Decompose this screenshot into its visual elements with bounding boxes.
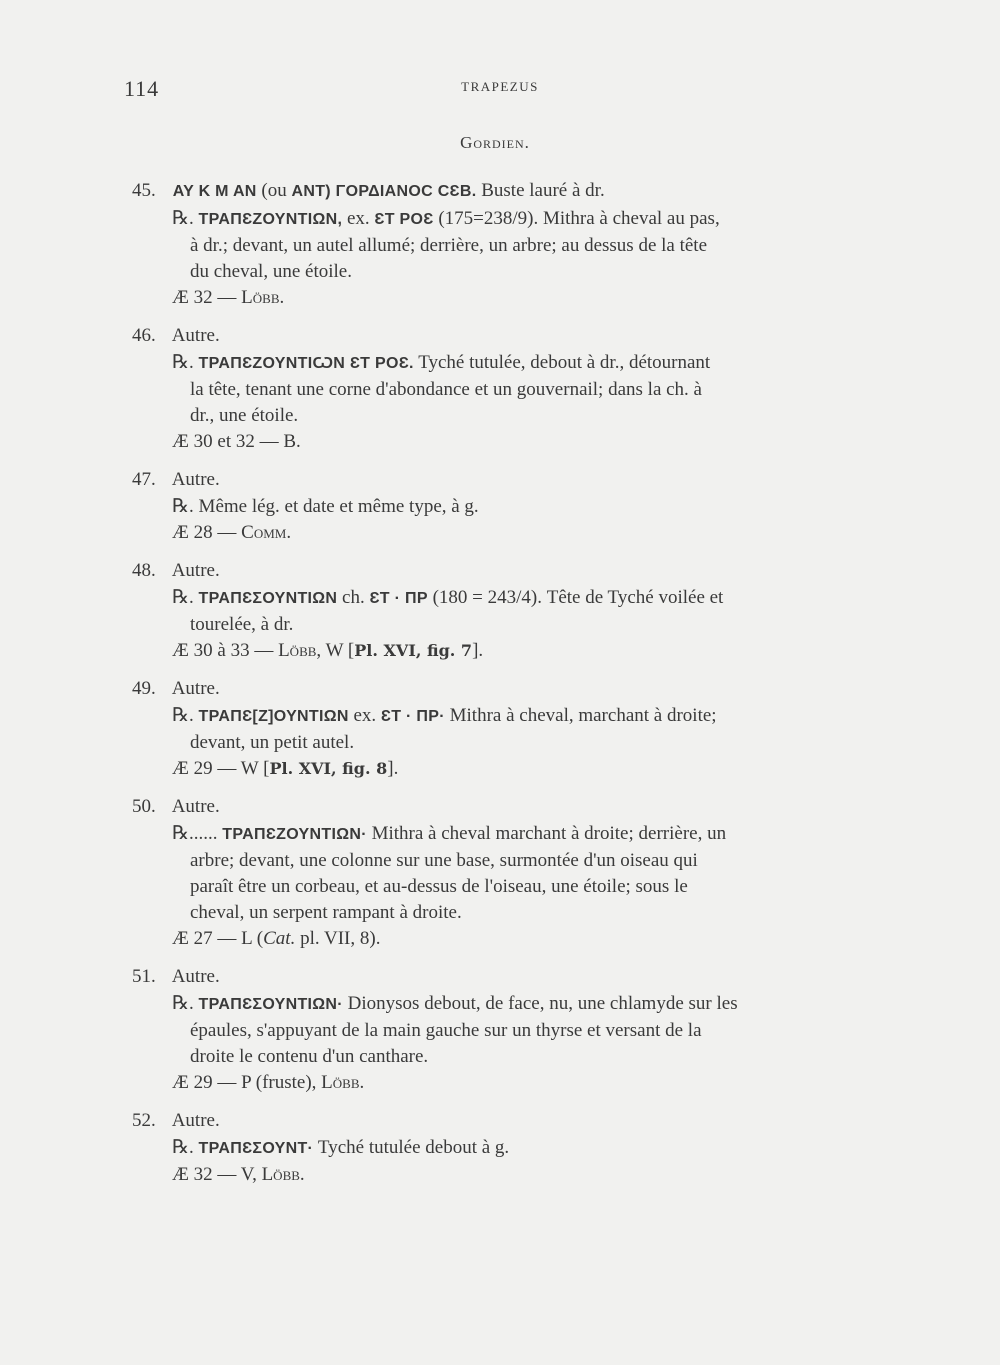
reverse-legend: ΤΡΑΠƐΣΟΥΝΤ· <box>198 1140 314 1157</box>
reverse-symbol: ℞ <box>172 495 190 517</box>
catalogue-entry-45: 45. AY K M AN (ou ANT) ΓΟΡΔΙΑΝΟϹ ϹƐΒ. Buste lauré à dr. ℞. ΤΡΑΠƐΖΟΥΝΤΙΩΝ, ex. ƐΤ ΡΟƐ (175=238/9). Mithra à cheval au pas, à dr.; devant, un autel allumé; derrière, un arbre; au dessus de la tête du cheval, une étoile. Æ 32 — Löbb. <box>132 178 892 311</box>
reverse-symbol: ℞ <box>172 207 190 229</box>
entry-number: 45. <box>132 180 156 201</box>
catalogue-entry-49: 49. Autre. ℞. ΤΡΑΠƐ[Ζ]ΟΥΝΤΙΩΝ ex. ƐΤ · ΠΡ· Mithra à cheval, marchant à droite; devant, un petit autel. Æ 29 — W [Pl. XVI, fig. 8]. <box>132 676 892 782</box>
reverse-description: paraît être un corbeau, et au-dessus de l'oiseau, une étoile; sous le <box>190 876 688 897</box>
entry-heading: Autre. <box>171 796 220 817</box>
reverse-symbol: ℞ <box>172 586 190 608</box>
catalogue-entries <box>132 178 892 1200</box>
reverse-description: Mithra à cheval, marchant à droite; <box>449 705 717 726</box>
reverse-symbol: ℞ <box>172 822 190 844</box>
entry-heading: Autre. <box>171 560 220 581</box>
obverse-legend: ΓΟΡΔΙΑΝΟϹ ϹƐΒ. <box>335 183 477 200</box>
entry-heading: Autre. <box>171 325 220 346</box>
reverse-description: tourelée, à dr. <box>190 614 294 635</box>
reverse-symbol: ℞ <box>172 1136 190 1158</box>
reverse-date: ƐΤ · ΠΡ <box>369 590 428 607</box>
reverse-legend: ΤΡΑΠƐ[Ζ]ΟΥΝΤΙΩΝ <box>198 708 349 725</box>
reverse-description: Mithra à cheval marchant à droite; derrière, un <box>371 823 727 844</box>
obverse-legend: AY K M AN <box>172 183 257 200</box>
obverse-note: (ou <box>261 180 287 201</box>
catalogue-entry-51: 51. Autre. ℞. ΤΡΑΠƐΣΟΥΝΤΙΩΝ· Dionysos debout, de face, nu, une chlamyde sur les épaules, s'appuyant de la main gauche sur un thyrse et versant de la droite le contenu d'un canthare. Æ 29 — P (fruste), Löbb. <box>132 964 892 1096</box>
entry-number: 48. <box>132 560 156 581</box>
plate-reference: Pl. XVI, fig. 8 <box>269 759 388 778</box>
reference: Æ 29 — W [Pl. XVI, fig. 8]. <box>172 758 399 779</box>
reference: Æ 28 — Comm. <box>172 522 292 543</box>
catalogue-entry-50 <box>132 794 892 952</box>
reverse-description: dr., une étoile. <box>190 405 299 426</box>
reverse-description: Dionysos debout, de face, nu, une chlamyde sur les <box>347 993 738 1014</box>
exergue-label: ex. <box>353 705 377 726</box>
catalogue-entry-52: 52. Autre. ℞. ΤΡΑΠƐΣΟΥΝΤ· Tyché tutulée debout à g. Æ 32 — V, Löbb. <box>132 1108 892 1188</box>
plate-reference: Pl. XVI, fig. 7 <box>354 641 473 660</box>
reference: Æ 32 — Löbb. <box>172 287 285 308</box>
field-label: ch. <box>342 587 365 608</box>
reverse-legend: ΤΡΑΠƐΖΟΥΝΤΙΩΝ, <box>198 211 343 228</box>
catalogue-entry-46: 46. Autre. ℞. ΤΡΑΠƐΖΟΥΝΤΙѠΝ ƐΤ ΡΟƐ. Tyché tutulée, debout à dr., détournant la tête, tenant une corne d'abondance et un gouvernail; dans la ch. à dr., une étoile. Æ 30 et 32 — B. <box>132 323 892 455</box>
reverse-symbol: ℞ <box>172 351 190 373</box>
reference: Æ 30 et 32 — B. <box>172 431 301 452</box>
reverse-description: (180 = 243/4). Tête de Tyché voilée et <box>432 587 724 608</box>
entry-number: 47. <box>132 469 156 490</box>
reference: Æ 27 — L (Cat. pl. VII, 8). <box>172 928 381 949</box>
reverse-description: à dr.; devant, un autel allumé; derrière, un arbre; au dessus de la tête <box>190 235 708 256</box>
reverse-description: droite le contenu d'un canthare. <box>190 1046 429 1067</box>
reverse-description: devant, un petit autel. <box>190 732 355 753</box>
reverse-description: Même lég. et date et même type, à g. <box>198 496 479 517</box>
entry-number: 51. <box>132 966 156 987</box>
reverse-description: Tyché tutulée debout à g. <box>317 1137 510 1158</box>
reverse-legend: ΤΡΑΠƐΣΟΥΝΤΙΩΝ· <box>198 996 343 1013</box>
entry-heading: Autre. <box>171 469 220 490</box>
entry-heading: Autre. <box>171 678 220 699</box>
reverse-description: cheval, un serpent rampant à droite. <box>190 902 462 923</box>
reverse-legend: ΤΡΑΠƐΖΟΥΝΤΙѠΝ ƐΤ ΡΟƐ. <box>198 355 414 372</box>
reverse-legend: ΤΡΑΠƐΖΟΥΝΤΙΩΝ· <box>222 826 367 843</box>
reverse-description: épaules, s'appuyant de la main gauche sur un thyrse et versant de la <box>190 1020 702 1041</box>
catalogue-entry-47: 47. Autre. ℞. Même lég. et date et même type, à g. Æ 28 — Comm. <box>132 467 892 546</box>
reverse-symbol: ℞ <box>172 992 190 1014</box>
page-number: 114 <box>124 76 160 101</box>
entry-number: 50. <box>132 796 156 817</box>
reference: Æ 32 — V, Löbb. <box>172 1164 305 1185</box>
reverse-date: ƐΤ · ΠΡ· <box>380 708 445 725</box>
reverse-description: (175=238/9). Mithra à cheval au pas, <box>438 208 720 229</box>
reverse-description: du cheval, une étoile. <box>190 261 352 282</box>
obverse-description: Buste lauré à dr. <box>481 180 605 201</box>
section-heading: Gordien. <box>460 133 530 152</box>
catalogue-entry-48: 48. Autre. ℞. ΤΡΑΠƐΣΟΥΝΤΙΩΝ ch. ƐΤ · ΠΡ (180 = 243/4). Tête de Tyché voilée et tourelée, à dr. Æ 30 à 33 — Löbb, W [Pl. XVI, fig. 7]. <box>132 558 892 664</box>
elision-dots: ...... <box>189 823 218 844</box>
reverse-legend: ΤΡΑΠƐΣΟΥΝΤΙΩΝ <box>198 590 338 607</box>
reverse-date: ƐΤ ΡΟƐ <box>374 211 434 228</box>
entry-heading: Autre. <box>171 966 220 987</box>
reverse-description: la tête, tenant une corne d'abondance et un gouvernail; dans la ch. à <box>190 379 702 400</box>
entry-heading: Autre. <box>171 1110 220 1131</box>
entry-number: 49. <box>132 678 156 699</box>
reference: Æ 29 — P (fruste), Löbb. <box>172 1072 365 1093</box>
reverse-description: arbre; devant, une colonne sur une base, surmontée d'un oiseau qui <box>190 850 698 871</box>
obverse-legend: ANT) <box>291 183 331 200</box>
reverse-symbol: ℞ <box>172 704 190 726</box>
exergue-label: ex. <box>346 208 370 229</box>
reference: Æ 30 à 33 — Löbb, W [Pl. XVI, fig. 7]. <box>172 640 484 661</box>
running-title: TRAPEZUS <box>461 79 539 94</box>
reverse-description: Tyché tutulée, debout à dr., détournant <box>418 352 711 373</box>
entry-number: 52. <box>132 1110 156 1131</box>
entry-number: 46. <box>132 325 156 346</box>
